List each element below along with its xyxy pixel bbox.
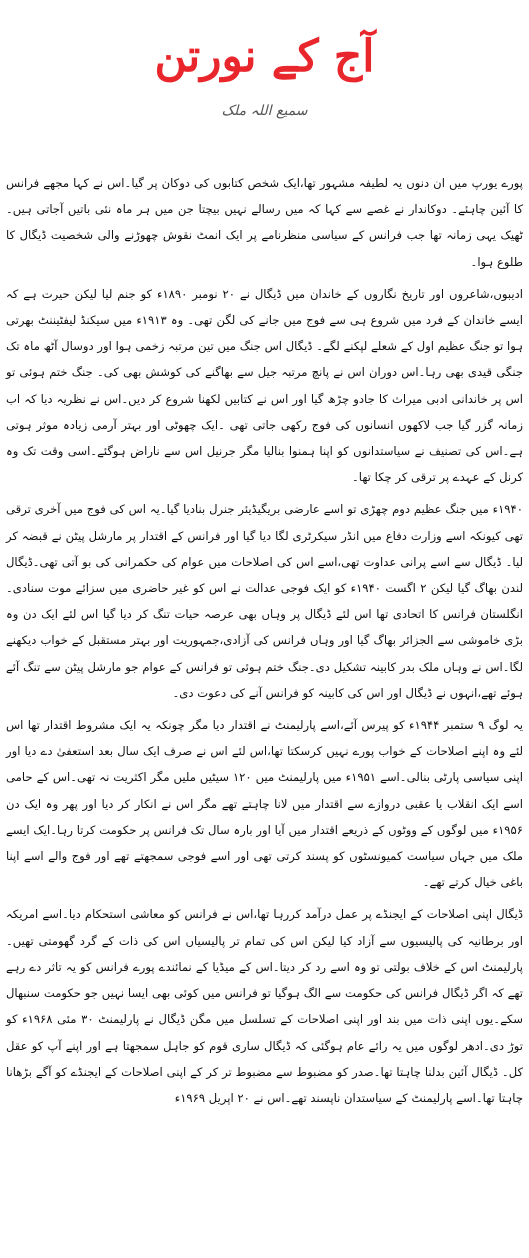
- article-paragraph: [6, 901, 523, 1111]
- article-paragraph: [6, 712, 523, 895]
- article-author: سمیع اللہ ملک: [221, 103, 308, 119]
- article-body: [6, 170, 523, 1111]
- article-paragraph: [6, 170, 523, 275]
- article-paragraph: [6, 281, 523, 491]
- paragraph-text: ۱۹۴۰ء میں جنگ عظیم دوم چھڑی تو اسے عارضی بریگیڈیئر جنرل بنادیا گیا۔یہ اس کی فوج میں آخری ترقی تھی کیونکہ اسے وزارت دفاع میں انڈر سیکرٹری لگا دیا گیا اور فرانس کے اقتدار پر مارشل پیٹن نے قبضہ کر لیا۔ ڈیگال سے اسے پرانی عداوت تھی،اسے اس کی اصلاحات میں عوام کی حکمرانی کی بو آتی تھی۔ڈیگال لندن بھاگ گیا لیکن ۲ اگست ۱۹۴۰ء کو ایک فوجی عدالت نے اس کو غیر حاضری میں سزائے موت سنادی۔انگلستان فرانس کا اتحادی تھا اس لئے ڈیگال پر وہاں بھی عرصہ حیات تنگ کر دیا گیا اس لئے ایک دن وہ بڑی خاموشی سے الجزائر بھاگ گیا اور وہاں فرانس کی آزادی،جمہوریت اور بہتر مستقبل کے خواب دیکھنے لگا۔اس نے وہاں ملک بدر کابینہ تشکیل دی۔جنگ ختم ہوئی تو فرانس کے عوام جو مارشل پیٹن سے تنگ آئے ہوئے تھے،انہوں نے ڈیگال اور اس کی کابینہ کو فرانس آنے کی دعوت دی۔: [6, 502, 523, 700]
- article-title: آج کے نورتن: [154, 31, 375, 82]
- article-paragraph: [6, 496, 523, 706]
- paragraph-text: پورے یورپ میں ان دنوں یہ لطیفہ مشہور تھا،ایک شخص کتابوں کی دوکان پر گیا۔اس نے کہا مجھے فرانس کا آئین چاہئے۔ دوکاندار نے غصے سے کہا کہ میں رسالے نہیں بیچتا جن میں ہر ماہ نئی باتیں آجاتی ہیں۔ٹھیک یہی زمانہ تھا جب فرانس کے سیاسی منظرنامے پر ایک انمٹ نقوش چھوڑنے والی شخصیت ڈیگال کا طلوع ہوا۔: [6, 176, 523, 269]
- paragraph-text: ڈیگال اپنی اصلاحات کے ایجنڈے پر عمل درآمد کررہا تھا،اس نے فرانس کو معاشی استحکام دیا۔اسے امریکہ اور برطانیہ کی پالیسیوں سے آزاد کیا لیکن اس کی تمام تر پالیسیاں اس کی ذات کے گرد گھومتی تھیں۔پارلیمنٹ اس کے خلاف بولتی تو وہ اسے رد کر دیتا۔اس کے میڈیا کے نمائندے پورے فرانس کو یہ تاثر دے رہے تھے کہ اگر ڈیگال فرانس کی حکومت سے الگ ہوگیا تو فرانس میں کوئی بھی ایسا نہیں جو حکومت سنبھال سکے۔یوں اپنی ذات میں بند اور اپنی اصلاحات کے تسلسل میں مگن ڈیگال نے پارلیمنٹ ۳۰ مئی ۱۹۶۸ء کو توڑ دی۔ادھر لوگوں میں یہ رائے عام ہوگئی کہ ڈیگال ساری قوم کو جاہل سمجھتا ہے اور اپنے آپ کو عقل کل۔ ڈیگال آئین بدلنا چاہتا تھا۔صدر کو مضبوط سے مضبوط تر کر کے اپنی اصلاحات کے ایجنڈے کو آگے بڑھانا چاہتا تھا۔اسے پارلیمنٹ کے سیاستدان ناپسند تھے۔اس نے ۲۰ اپریل ۱۹۶۹ء: [6, 907, 523, 1105]
- paragraph-text: ادیبوں،شاعروں اور تاریخ نگاروں کے خاندان میں ڈیگال نے ۲۰ نومبر ۱۸۹۰ء کو جنم لیا لیکن حیرت ہے کہ ایسے خاندان کے فرد میں شروع ہی سے فوج میں جانے کی لگن تھی۔ وہ ۱۹۱۳ء میں سیکنڈ لیفٹیننٹ بھرتی ہوا تو جنگ عظیم اول کے شعلے لپکنے لگے۔ ڈیگال اس جنگ میں تین مرتبہ زخمی ہوا اور دوسال آٹھ ماہ تک جنگی قیدی بھی رہا۔اس دوران اس نے پانچ مرتبہ جیل سے بھاگنے کی کوشش بھی کی۔ جنگ ختم ہوئی تو اس پر خاندانی ادبی میراث کا جادو چڑھ گیا اور اس نے کتابیں لکھنا شروع کر دیں۔اس نے نظریہ دیا کہ اب زمانہ گزر گیا جب لاکھوں انسانوں کی فوج رکھی جاتی تھی ۔ایک چھوٹی اور بہتر آرمی زیادہ موثر ہوتی ہے۔اس کی تصنیف نے سیاستدانوں کو اپنا ہمنوا بنالیا مگر جرنیل اس سے ناراض ہوگئے۔اسی وقت تک وہ کرنل کے عہدے پر ترقی کر چکا تھا۔: [6, 286, 523, 485]
- paragraph-text: یہ لوگ ۹ ستمبر ۱۹۴۴ء کو پیرس آئے،اسے پارلیمنٹ نے اقتدار دیا مگر چونکہ یہ ایک مشروط اقتدار تھا اس لئے وہ اپنے اصلاحات کے خواب پورے نہیں کرسکتا تھا،اس لئے اس نے صرف ایک سال بعد استعفیٰ دے دیا اور اپنی سیاسی پارٹی بنالی۔اسے ۱۹۵۱ء میں پارلیمنٹ میں ۱۲۰ سیٹیں ملیں مگر اکثریت نہ تھی۔اس کے حامی اسے ایک انقلاب یا عقبی دروازے سے اقتدار میں لانا چاہتے تھے مگر اس نے انکار کر دیا اور پھر وہ ایک دن ۱۹۵۶ء میں لوگوں کے ووٹوں کے ذریعے اقتدار میں آیا اور بارہ سال تک فرانس پر حکومت کرتا رہا۔ایک ایسے ملک میں جہاں سیاست کمیونسٹوں کو پسند کرتی تھی اور اسے فوجی سمجھتے تھے اور فوج والے اسے اپنا باغی خیال کرتے تھے۔: [6, 718, 523, 890]
